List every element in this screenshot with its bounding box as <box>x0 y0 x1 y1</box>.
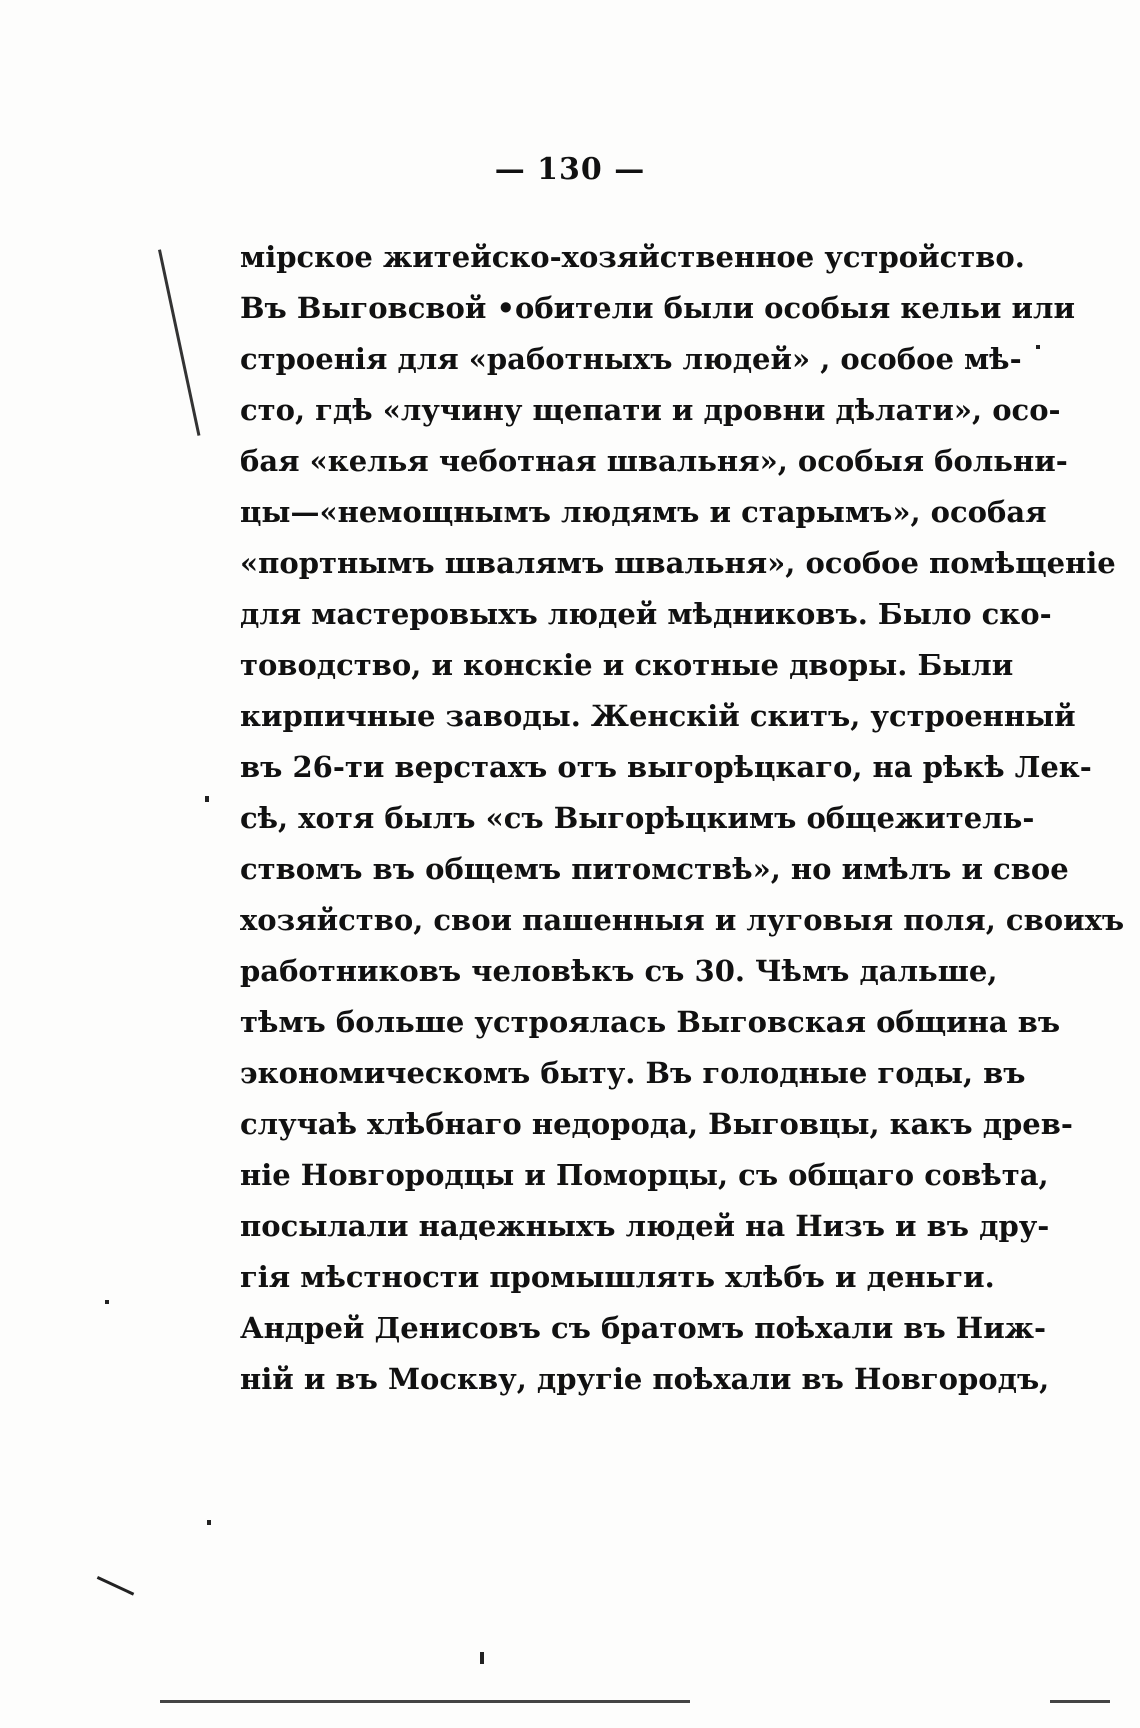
scan-speck <box>1036 345 1040 349</box>
scan-speck <box>207 1520 211 1525</box>
text-line: случаѣ хлѣбнаго недорода, Выговцы, какъ древ- <box>240 1107 1073 1141</box>
text-line: тѣмъ больше устроялась Выговская община въ <box>240 1005 1061 1039</box>
text-line: кирпичные заводы. Женскій скитъ, устроенный <box>240 699 1076 733</box>
scan-edge-line <box>1050 1700 1110 1703</box>
scan-speck <box>205 796 209 802</box>
text-line: экономическомъ быту. Въ голодные годы, въ <box>240 1056 1026 1090</box>
text-line: «портнымъ швалямъ швальня», особое помѣщеніе <box>240 546 1116 580</box>
text-line: Андрей Денисовъ съ братомъ поѣхали въ Ниж- <box>240 1311 1047 1345</box>
margin-pencil-mark <box>158 249 200 435</box>
text-line: сто, гдѣ «лучину щепати и дровни дѣлати», осо- <box>240 393 1061 427</box>
text-line: строенія для «работныхъ людей» , особое мѣ- <box>240 342 1022 376</box>
scan-edge-line <box>160 1700 690 1703</box>
text-line: работниковъ человѣкъ съ 30. Чѣмъ дальше, <box>240 954 998 988</box>
text-line: Въ Выговсвой •обители были особыя кельи или <box>240 291 1075 325</box>
text-line: посылали надежныхъ людей на Низъ и въ дру- <box>240 1209 1050 1243</box>
scan-streak <box>97 1576 135 1596</box>
text-line: ствомъ въ общемъ питомствѣ», но имѣлъ и свое <box>240 852 1069 886</box>
text-line: для мастеровыхъ людей мѣдниковъ. Было ско- <box>240 597 1052 631</box>
text-line: хозяйство, свои пашенныя и луговыя поля, своихъ <box>240 903 1125 937</box>
body-text <box>240 232 1125 1405</box>
text-line: ніе Новгородцы и Поморцы, съ общаго совѣта, <box>240 1158 1049 1192</box>
text-line: ній и въ Москву, другіе поѣхали въ Новгородъ, <box>240 1362 1050 1396</box>
text-line: сѣ, хотя былъ «съ Выгорѣцкимъ общежитель- <box>240 801 1035 835</box>
text-line: товодство, и конскіе и скотные дворы. Были <box>240 648 1014 682</box>
text-line: мірское житейско-хозяйственное устройство. <box>240 240 1025 274</box>
scan-speck <box>480 1652 484 1664</box>
text-line: въ 26-ти верстахъ отъ выгорѣцкаго, на рѣкѣ Лек- <box>240 750 1092 784</box>
text-line: гія мѣстности промышлять хлѣбъ и деньги. <box>240 1260 995 1294</box>
text-line: цы—«немощнымъ людямъ и старымъ», особая <box>240 495 1047 529</box>
text-line: бая «келья чеботная швальня», особыя больни- <box>240 444 1068 478</box>
page-number: — 130 — <box>494 152 646 187</box>
scan-speck <box>105 1300 109 1304</box>
